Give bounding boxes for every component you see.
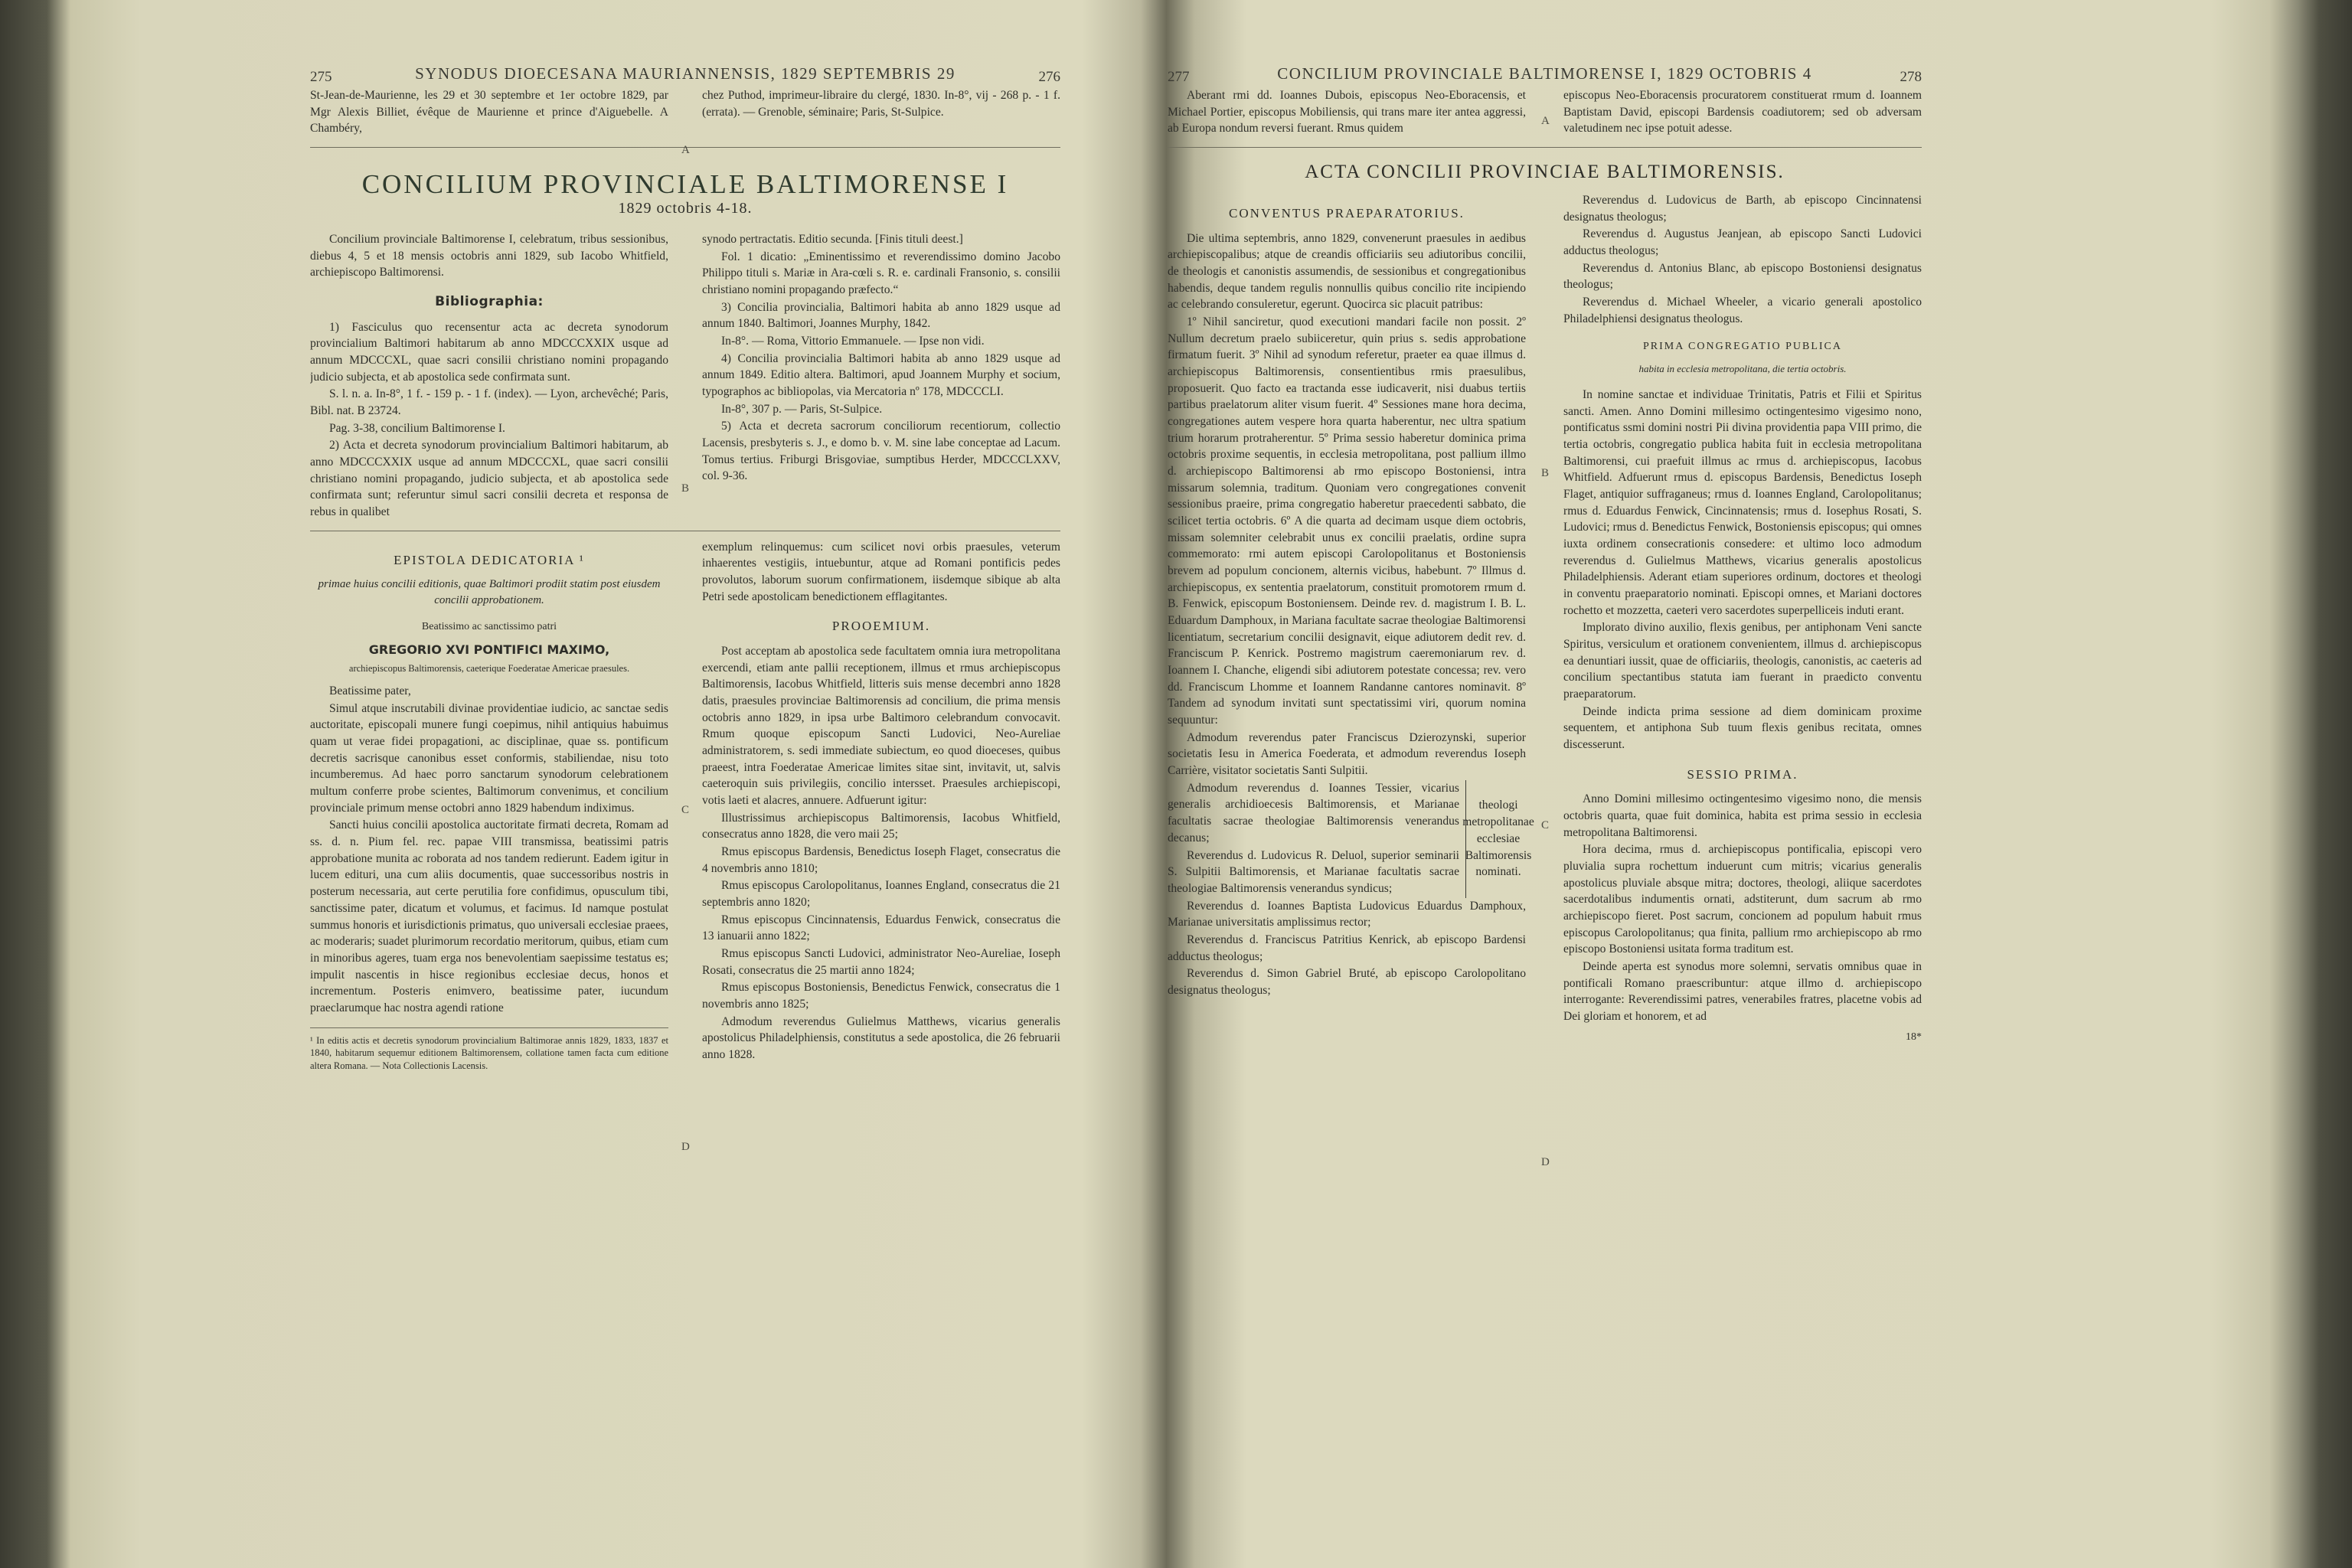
biblio-entry: 2) Acta et decreta synodorum provincialium Baltimori habitarum, ab anno MDCCCXXIX usque ad annum MDCCCXL, quae sacri consilii christiano nomini propagando, judicio subjecta, et ab apostolica sede confirmata sunt; referuntur simul sacri consilii decreta et responsa de rebus in qualibet xyxy=(310,439,668,519)
page-number: 277 xyxy=(1168,69,1190,85)
prooemium-paragraph: Rmus episcopus Cincinnatensis, Eduardus Fenwick, consecratus die 13 ianuarii anno 1822; xyxy=(702,913,1060,943)
dedication-name: GREGORIO XVI PONTIFICI MAXIMO, xyxy=(368,642,610,658)
running-head-title: SYNODUS DIOECESANA MAURIANNENSIS, 1829 SEPTEMBRIS 29 xyxy=(415,64,956,83)
running-head-left xyxy=(310,54,1060,87)
signature-mark: 18* xyxy=(1906,1031,1922,1043)
congregatio-paragraph: Deinde indicta prima sessione ad diem dominicam proxime sequentem, et antiphona Sub tuum flexis genibus recitata, omnes discesserunt. xyxy=(1563,704,1922,752)
text-block: episcopus Neo-Eboracensis procuratorem constituerat rmum d. Ioannem Baptistam David, episcopi Bardensis coadiutorem; sed ob adversam valetudinem nec ipse potuit adesse. xyxy=(1563,89,1922,136)
text-block: St-Jean-de-Maurienne, les 29 et 30 septembre et 1er octobre 1829, par Mgr Alexis Billiet, évêque de Maurienne et prince d'Aiguebelle. A Chambéry, xyxy=(310,89,668,136)
prooemium-paragraph: Rmus episcopus Bardensis, Benedictus Ioseph Flaget, consecratus die 4 novembris anno 1810; xyxy=(702,845,1060,875)
prooemium-paragraph: Rmus episcopus Carolopolitanus, Ioannes England, consecratus die 21 septembris anno 1820; xyxy=(702,879,1060,910)
sessio-paragraph: Deinde aperta est synodus more solemni, servatis omnibus quae in pontificali Romano praescribuntur: atque illmo d. archiepiscopo interrogante: Reverendissimi patres, venerabiles fratres, placetne vobis ad Dei gloriam et honorem, et ad xyxy=(1563,960,1922,1024)
theologus-entry: Admodum reverendus d. Ioannes Tessier, vicarius generalis archidioecesis Baltimorensis, et Marianae facultatis sacrae theologiae Baltimorensis venerandus decanus; xyxy=(1168,781,1459,844)
dedication-line: archiepiscopus Baltimorensis, caeterique Foederatae Americae praesules. xyxy=(348,662,630,674)
sessio-paragraph: Anno Domini millesimo octingentesimo vigesimo nono, die mensis octobris quarta, quae fuit dominica, habita est prima sessio in ecclesia metropolitana Baltimorensi. xyxy=(1563,792,1922,839)
bibliography-heading: Bibliographia: xyxy=(435,294,544,310)
epistola-paragraph: Beatissime pater, xyxy=(328,684,411,698)
biblio-entry: Fol. 1 dicatio: „Eminentissimo et reverendissimo domino Jacobo Philippo tituli s. Mariæ in Ara-cœli s. R. e. cardinali Fransonio, s. consilii christiano nomini propagando præfecto.“ xyxy=(702,250,1060,297)
prooemium-paragraph: Post acceptam ab apostolica sede facultatem omnia iura metropolitana exercendi, etiam ante pallii receptionem, illmus et rmus archiepiscopus Baltimorensis, Iacobus Whitfield, litteris suis mense decembri anno 1828 datis, praesules provinciae Baltimorensis ad concilium, die prima mensis octobris anno 1829, in ipsa urbe Baltimoro celebrandum convocavit. Rmum quoque episcopum Sancti Ludovici, Neo-Aureliae administratorem, s. sedi immediate subiectum, eo quod dioeceses, quibus praeest, intra Foederatae Americae limites sitae sint, invitavit, ut, salvis caeteroquin suis privilegiis, concilio intersset. Praesules archiepiscopi, votis laeti et alacres, annuere. Adfuerunt igitur: xyxy=(702,645,1060,808)
theologus-entry: Reverendus d. Antonius Blanc, ab episcopo Bostoniensi designatus theologus; xyxy=(1563,261,1922,292)
intro-paragraph: Concilium provinciale Baltimorense I, celebratum, tribus sessionibus, diebus 4, 5 et 18 mensis octobris anni 1829, sub Iacobo Whitfield, archiepiscopo Baltimorensi. xyxy=(310,233,668,279)
top-continuation xyxy=(1168,87,1922,138)
biblio-entry: 3) Concilia provincialia, Baltimori habita ab anno 1829 usque ad annum 1840. Baltimori, Joannes Murphy, 1842. xyxy=(702,300,1060,331)
theologus-entry: Reverendus d. Simon Gabriel Bruté, ab episcopo Carolopolitano designatus theologus; xyxy=(1168,967,1526,997)
margin-letter: A xyxy=(681,144,690,156)
epistola-paragraph: Sancti huius concilii apostolica auctoritate firmati decreta, Romam ad ss. d. n. Pium fel. rec. papae VIII transmissa, beatissimi patris approbatione munita ac roborata ad nos tandem redierunt. Eadem igitur in lucem edituri, una cum aliis documentis, quae successoribus nostris in posterum necessaria, aut certe perutilia fore confidimus, opusculum tibi, sanctissime pater, dicatum et volumus, et facimus. Id namque postulat summus honoris et iurisdictionis primatus, quo universali ecclesiae praees, ac moderaris; suadet plurimorum recordatio meritorum, quibus, etiam cum in minoribus ageres, tuam erga nos benevolentiam saepissime testatus es; impulit nascentis in hisce regionibus ecclesiae decus, honos et incrementum. Posteris enimvero, beatissime pater, iucundum praeclarumque hac nostra agendi ratione xyxy=(310,818,668,1014)
acta-title: ACTA CONCILII PROVINCIAE BALTIMORENSIS. xyxy=(1305,162,1785,183)
dedication-line: Beatissimo ac sanctissimo patri xyxy=(421,621,557,633)
running-head-title: CONCILIUM PROVINCIALE BALTIMORENSE I, 1829 OCTOBRIS 4 xyxy=(1277,64,1812,83)
theologus-entry: Reverendus d. Ludovicus R. Deluol, superior seminarii S. Sulpitii Baltimorensis, et Marianae facultatis sacrae theologiae Baltimorensis venerandus syndicus; xyxy=(1168,848,1459,895)
theologi-bracket xyxy=(1168,780,1534,898)
page-number: 275 xyxy=(310,69,332,85)
conventus-paragraph: 1º Nihil sanciretur, quod executioni mandari facile non possit. 2º Nullum decretum praelo subiiceretur, quin prius s. sedis approbatione firmatum fuerit. 3º Nihil ad synodum referetur, praeter ea quae illmus d. archiepiscopus Baltimorensis, consentientibus rmis praesulibus, proposuerit. Quo facto ea tractanda esse iudicaverit, nisi duabus tertiis partibus praelatorum aliter visum fuerit. 4º Sessiones mane hora decima, congregationes autem vespere hora quarta haberentur, nec ultra spatium trium horarum protraherentur. 5º Prima sessio haberetur dominica prima octobris proxime sequentis, in ecclesia metropolitana, post pallium illmo d. archiepiscopo Baltimorensi ab rmo episcopo Bostoniensi, intra missarum solemnia, traditum. Quoniam vero congregationes convenit sessionibus praeire, prima congregatio haberetur praecedenti sabbato, die scilicet tertia octobris. 6º A die quarta ad decimam usque diem octobris, missam solemniter celebrabit unus ex concilii praelatis, ordine supra commemorato: rmi autem episcopi Carolopolitanus et Bostoniensis brevem ad populum concionem, alternis vicibus, habebunt. 7º Illmus d. archiepiscopus, ex sententia praelatorum, constituit promotorem rmum d. B. Fenwick, episcopum Bostoniensem. Deinde rev. d. magistrum I. B. L. Eduardum Damphoux, in Mariana facultate sacrae theologiae Baltimorensi licentiatum, secretarium concilii designavit, eique adiutorem dedit rev. d. Franciscum P. Kenrick. Postremo magistrum caeremoniarum rev. d. Ioannem I. Chanche, eligendi sibi adiutorem potestate concessa; rev. vero dd. Franciscum Lhomme et Ioannem Randanne cantores nominavit. 8º Tandem ad synodum invitati sunt spectatissimi viri, quorum nomina sequuntur: xyxy=(1168,315,1526,727)
margin-letter: B xyxy=(681,482,690,495)
theologus-entry: Reverendus d. Franciscus Patritius Kenrick, ab episcopo Bardensi adductus theologus; xyxy=(1168,933,1526,963)
theologus-entry: Reverendus d. Augustus Jeanjean, ab episcopo Sancti Ludovici adductus theologus; xyxy=(1563,227,1922,258)
biblio-entry: In-8°, 307 p. — Paris, St-Sulpice. xyxy=(720,402,883,416)
congregatio-paragraph: Implorato divino auxilio, flexis genibus, per antiphonam Veni sancte Spiritus, versiculum et orationem convenientem, illmus d. archiepiscopus ea denuntiari iussit, quae de officiariis, theologis, canonistis, ac caeteris ad concilium spectantibus statuta iam fuerant in praedicto conventu praeparatorum. xyxy=(1563,621,1922,701)
margin-letter: C xyxy=(681,804,690,816)
sessio-title: SESSIO PRIMA. xyxy=(1687,766,1798,782)
theologus-entry: Reverendus d. Ludovicus de Barth, ab episcopo Cincinnatensi designatus theologus; xyxy=(1563,194,1922,224)
conventus-paragraph: Die ultima septembris, anno 1829, convenerunt praesules in aedibus archiepiscopalibus; atque de creandis officiariis seu adiutoribus concilii, de theologis et canonistis assumendis, de sessionibus et congregationibus habendis, deque tandem regulis nonnullis quibus concilio rite incipiendo ac celebrando consuleretur, egerunt. Quocirca sic placuit patribus: xyxy=(1168,231,1526,312)
divider xyxy=(1168,147,1922,148)
sessio-paragraph: Hora decima, rmus d. archiepiscopus pontificalia, episcopi vero pluvialia supra rochettum induerunt cum mitris; vicarius generalis apostolicus pluviale absque mitra; doctores, theologi, aliique sacerdotes sacerdotalibus indumentis ornati, adstiterunt, dum sacrum ab rmo archiepiscopo fieret. Post sacrum, concionem ad populum habuit rmus episcopus Carolopolitanus; qua finita, pallium rmo archiepiscopo ab rmo episcopo Bostoniensi usitata forma traditum est. xyxy=(1563,843,1922,956)
bibliography-section xyxy=(310,231,1060,521)
biblio-entry: 4) Concilia provincialia Baltimori habita ab anno 1829 usque ad annum 1849. Editio altera. Baltimori, apud Joannem Murphy et socium, typographos ac bibliopolas, via Mercatoria nº 178, MDCCCLI. xyxy=(702,351,1060,399)
epistola-paragraph: exemplum relinquemus: cum scilicet novi orbis praesules, veterum inhaerentes vestigiis, intuebuntur, atque ad Romani pontificis pedes provolutos, laborum suorum confirmationem, iisdemque sibique ab alta Petri sede apostolicam benedictionem efflagitantes. xyxy=(702,540,1060,603)
top-continuation xyxy=(310,87,1060,138)
epistola-title: EPISTOLA DEDICATORIA ¹ xyxy=(394,552,585,567)
margin-letter: A xyxy=(1541,115,1550,127)
biblio-entry: synodo pertractatis. Editio secunda. [Finis tituli deest.] xyxy=(702,233,963,247)
conventus-title: CONVENTUS PRAEPARATORIUS. xyxy=(1229,206,1465,221)
margin-letter: D xyxy=(1541,1156,1550,1168)
theologus-entry: Reverendus d. Ioannes Baptista Ludovicus Eduardus Damphoux, Marianae universitatis amplissimus rector; xyxy=(1168,899,1526,929)
page-number: 276 xyxy=(1038,69,1060,85)
epistola-paragraph: Simul atque inscrutabili divinae providentiae iudicio, ac sanctae sedis auctoritate, episcopali munere fungi coepimus, nihil antiquius habuimus quam ut verae fidei propagationi, ac disciplinae, quae ss. pontificum decretis sacrisque canonibus esset conformis, stabiliendae, nisu toto incumberemus. Ad haec porro sanctarum synodorum celebrationem multum conferre probe scientes, Baltimorum convenimus, et concilium provinciale primum mense octobri anno 1829 habendum indiximus. xyxy=(310,701,668,815)
congregatio-paragraph: In nomine sanctae et individuae Trinitatis, Patris et Filii et Spiritus sancti. Amen. Anno Domini millesimo octingentesimo vigesimo nono, pontificatus ssmi domini nostri Pii divina providentia papa VIII primo, die tertia octobris, congregatio publica habita fuit in ecclesia metropolitana Baltimorensi, cui praefuit illmus ac rmus d. archiepiscopus, Iacobus Whitfield. Adfuerunt rmus d. episcopus Bardensis, Benedictus Ioseph Flaget, antiquior suffraganeus; rmus d. Ioannes England, Carolopolitanus; rmus d. Eduardus Fenwick, Cincinnatensis; rmus d. Iosephus Rosati, S. Ludovici; rmus d. Benedictus Fenwick, Bostoniensis episcopus; qui omnes iuxta ordinem consecrationis consedere: et ultimo loco admodum reverendus d. Gulielmus Matthews, vicarius generalis apostolicus Philadelphiensis. Aderant etiam superiores ordinum, doctores et theologi in conventu praeparatorio nominati. Episcopi omnes, et Mariani doctores rochetto et mozzetta, caeteri vero sacerdotes superpelliceis induti erant. xyxy=(1563,387,1922,617)
margin-letter: C xyxy=(1541,819,1550,831)
biblio-entry: In-8°. — Roma, Vittorio Emmanuele. — Ipse non vidi. xyxy=(720,335,985,348)
biblio-entry: 1) Fasciculus quo recensentur acta ac decreta synodorum provincialium Baltimori habitarum ab anno MDCCCXXIX usque ad annum MDCCCXL, quae sacri consilii christiano nomini propagando judicio subjecta, et ab apostolica sede confirmata sunt. xyxy=(310,320,668,384)
page-number: 278 xyxy=(1900,69,1922,85)
prooemium-paragraph: Rmus episcopus Bostoniensis, Benedictus Fenwick, consecratus die 1 novembris anno 1825; xyxy=(702,981,1060,1011)
text-block: chez Puthod, imprimeur-libraire du clergé, 1830. In-8°, vij - 268 p. - 1 f. (errata). — Grenoble, séminaire; Paris, St-Sulpice. xyxy=(702,89,1060,119)
prooemium-paragraph: Illustrissimus archiepiscopus Baltimorensis, Iacobus Whitfield, consecratus anno 1828, die vero maii 25; xyxy=(702,811,1060,841)
margin-letter: B xyxy=(1541,467,1550,479)
congregatio-subtitle: habita in ecclesia metropolitana, die tertia octobris. xyxy=(1638,362,1847,374)
congregatio-title: PRIMA CONGREGATIO PUBLICA xyxy=(1642,341,1843,353)
running-head-right xyxy=(1168,54,1922,87)
text-block: Aberant rmi dd. Ioannes Dubois, episcopus Neo-Eboracensis, et Michael Portier, episcopus Mobiliensis, qui trans mare iter antea aggressi, ab Europa nondum reversi fuerant. Rmus quidem xyxy=(1168,89,1526,136)
footnote: ¹ In editis actis et decretis synodorum provincialium Baltimorae annis 1829, 1833, 1837 et 1840, habitarum sequemur editionem Baltimorensem, collatione tamen facta cum editione altera Romana. — Nota Collectionis Lacensis. xyxy=(310,1027,668,1073)
concilium-date: 1829 octobris 4-18. xyxy=(618,200,753,217)
theologus-entry: Reverendus d. Michael Wheeler, a vicario generali apostolico Philadelphiensi designatus theologus. xyxy=(1563,296,1922,325)
biblio-entry: S. l. n. a. In-8°, 1 f. - 159 p. - 1 f. (index). — Lyon, archevêché; Paris, Bibl. nat. B 23724. xyxy=(310,387,668,418)
right-page xyxy=(1168,54,1922,1562)
acta-body xyxy=(1168,192,1922,1044)
margin-letter: D xyxy=(681,1141,690,1153)
prooemium-paragraph: Rmus episcopus Sancti Ludovici, administrator Neo-Aureliae, Ioseph Rosati, consecratus die 25 martii anno 1824; xyxy=(702,947,1060,977)
prooemium-paragraph: Admodum reverendus Gulielmus Matthews, vicarius generalis apostolicus Philadelphiensis, constitutus a sede apostolica, die 26 februarii anno 1828. xyxy=(702,1014,1060,1062)
epistola-subtitle: primae huius concilii editionis, quae Baltimori prodiit statim post eiusdem concilii approbationem. xyxy=(318,578,661,607)
prooemium-title: PROOEMIUM. xyxy=(831,619,931,634)
concilium-title: CONCILIUM PROVINCIALE BALTIMORENSE I xyxy=(361,169,1009,200)
left-page xyxy=(310,54,1060,1562)
conventus-paragraph: Admodum reverendus pater Franciscus Dzierozynski, superior societatis Iesu in America Foederata, et admodum reverendus Ioseph Carrière, visitator societatis Santi Sulpitii. xyxy=(1168,730,1526,778)
biblio-entry: 5) Acta et decreta sacrorum conciliorum recentiorum, collectio Lacensis, presbyteris s. J., e domo b. v. M. sine labe conceptae ad Lacum. Tomus tertius. Friburgi Brisgoviae, sumptibus Herder, MDCCCLXXV, col. 9-36. xyxy=(702,420,1060,483)
biblio-entry: Pag. 3-38, concilium Baltimorense I. xyxy=(328,421,505,435)
bracket-note: theologi metropolitanae ecclesiae Baltimorensis nominati. xyxy=(1462,799,1534,879)
